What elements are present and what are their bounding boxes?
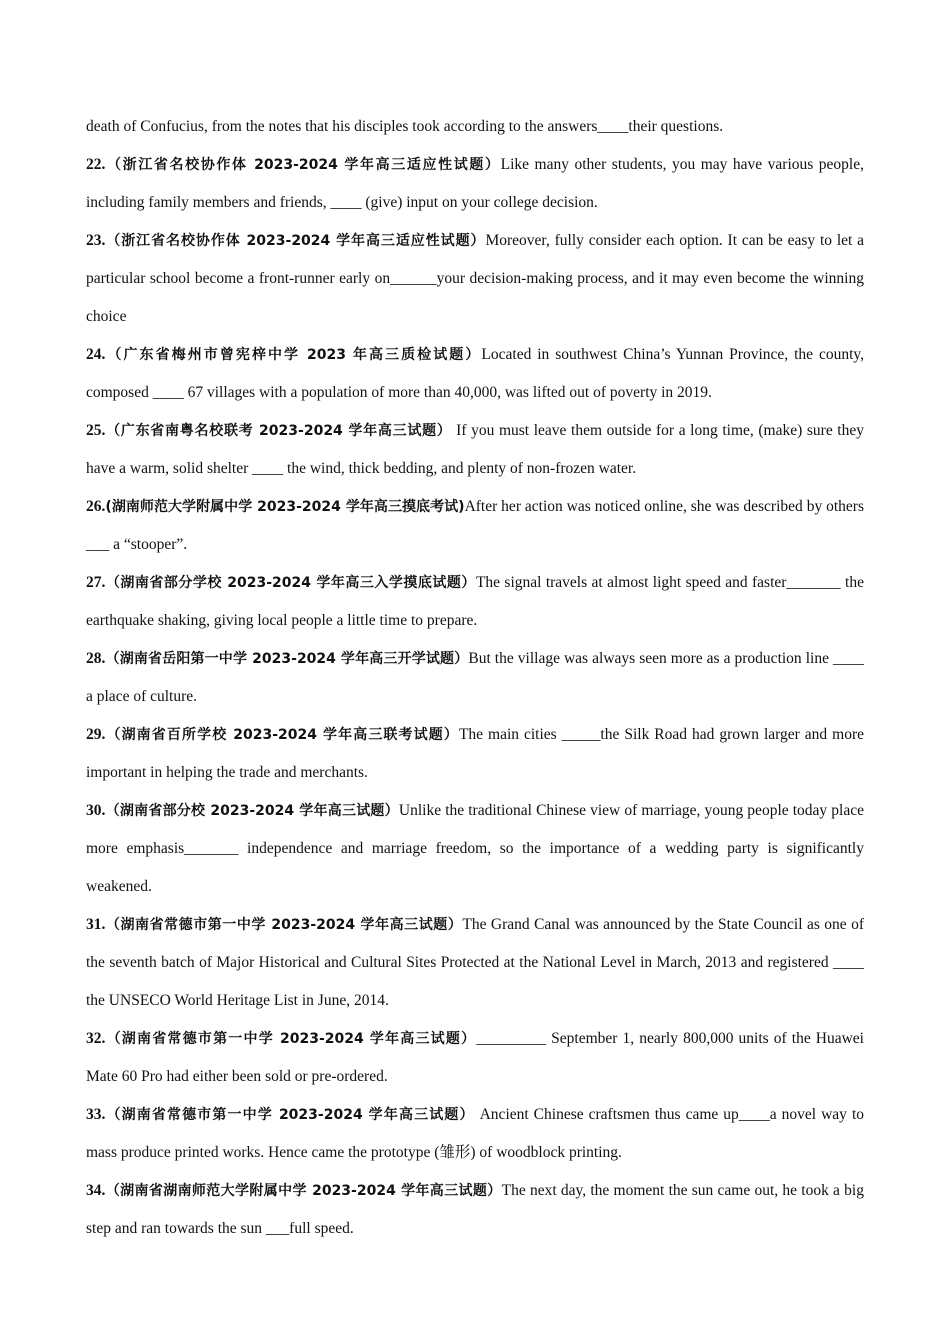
question-number: 31. [86,916,106,933]
question-number: 26. [86,498,106,515]
question-source: （湖南省常德市第一中学 2023-2024 学年高三试题） [105,917,463,933]
question-source: （湖南省常德市第一中学 2023-2024 学年高三试题） [105,1031,477,1047]
question-source: （湖南省部分学校 2023-2024 学年高三入学摸底试题） [105,575,476,591]
question-text: Located in southwest China’s Yunnan Province, the county, composed ____ 67 villages with a population of more than 40,000, was lifted out of poverty in 2019. [86,346,865,401]
question-29 [86,716,864,792]
question-source: （浙江省名校协作体 2023-2024 学年高三适应性试题） [105,233,486,249]
question-source: （浙江省名校协作体 2023-2024 学年高三适应性试题） [105,157,501,173]
question-number: 29. [86,726,106,743]
question-text: Like many other students, you may have various people, including family members and friends, ____ (give) input on your college decision. [86,156,864,211]
question-32 [86,1020,864,1096]
question-number: 28. [86,650,106,667]
question-source: （湖南省常德市第一中学 2023-2024 学年高三试题） [105,1107,475,1123]
question-number: 22. [86,156,106,173]
question-source: （湖南省部分校 2023-2024 学年高三试题） [105,803,399,819]
question-text: Unlike the traditional Chinese view of marriage, young people today place more emphasis_______ independence and marriage freedom, so the importance of a wedding party is significantly weakened. [86,802,864,895]
question-source: (湖南师范大学附属中学 2023-2024 学年高三摸底考试) [105,499,465,515]
question-source: （湖南省岳阳第一中学 2023-2024 学年高三开学试题） [105,651,469,667]
question-27 [86,564,864,640]
question-text: _________ September 1, nearly 800,000 units of the Huawei Mate 60 Pro had either been sold or pre-ordered. [86,1030,864,1085]
question-text: After her action was noticed online, she was described by others ___ a “stooper”. [86,498,864,553]
question-24 [86,336,864,412]
question-number: 34. [86,1182,106,1199]
question-26 [86,488,864,564]
question-text: The Grand Canal was announced by the State Council as one of the seventh batch of Major Historical and Cultural Sites Protected at the National Level in March, 2013 and registered ____ the UNSECO World Heritage List in June, 2014. [86,916,864,1009]
question-number: 25. [86,422,106,439]
question-number: 32. [86,1030,106,1047]
question-text: The main cities _____the Silk Road had grown larger and more important in helping the trade and merchants. [86,726,864,781]
question-number: 24. [86,346,106,363]
question-source: （广东省南粤名校联考 2023-2024 学年高三试题） [105,423,452,439]
question-number: 30. [86,802,106,819]
question-31 [86,906,864,1020]
document-page [86,108,864,1248]
question-number: 23. [86,232,106,249]
question-23 [86,222,864,336]
question-source: （湖南省湖南师范大学附属中学 2023-2024 学年高三试题） [105,1183,502,1199]
question-34 [86,1172,864,1248]
question-text: Ancient Chinese craftsmen thus came up____a novel way to mass produce printed works. Hence came the prototype (雏形) of woodblock printing. [86,1106,864,1161]
question-text: Moreover, fully consider each option. It can be easy to let a particular school become a front-runner early on______your decision-making process, and it may even become the winning choice [86,232,864,325]
question-text: The next day, the moment the sun came out, he took a big step and ran towards the sun ___full speed. [86,1182,864,1237]
question-33 [86,1096,864,1172]
question-30 [86,792,864,906]
question-text: The signal travels at almost light speed and faster_______ the earthquake shaking, giving local people a little time to prepare. [86,574,864,629]
question-25 [86,412,864,488]
question-number: 33. [86,1106,106,1123]
intro-paragraph: death of Confucius, from the notes that his disciples took according to the answers____their questions. [86,118,724,135]
question-text: If you must leave them outside for a long time, (make) sure they have a warm, solid shelter ____ the wind, thick bedding, and plenty of non-frozen water. [86,422,864,477]
question-number: 27. [86,574,106,591]
question-text: But the village was always seen more as a production line ____ a place of culture. [86,650,864,705]
question-source: （广东省梅州市曾宪梓中学 2023 年高三质检试题） [105,347,482,363]
question-28 [86,640,864,716]
question-22 [86,146,864,222]
question-source: （湖南省百所学校 2023-2024 学年高三联考试题） [105,727,459,743]
